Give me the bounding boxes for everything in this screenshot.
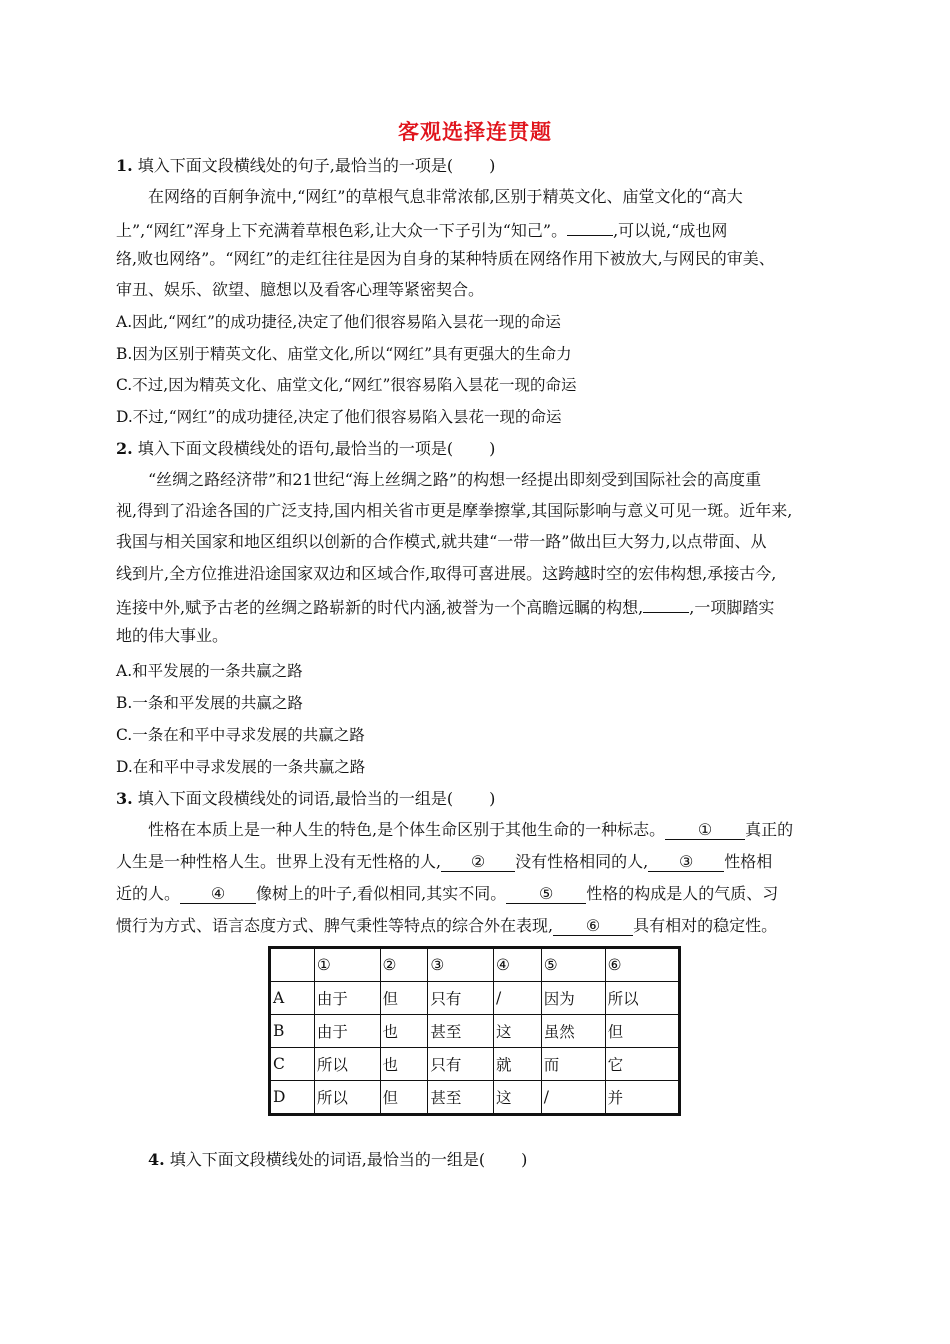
option-c: C.不过,因为精英文化、庙堂文化,“网红”很容易陷入昙花一现的命运 bbox=[116, 376, 577, 394]
table-cell: 由于 bbox=[314, 982, 380, 1015]
table-row bbox=[270, 1081, 680, 1115]
table-row bbox=[270, 1048, 680, 1081]
passage-text: ,可以说,“成也网 bbox=[613, 221, 728, 240]
table-cell: ⑥ bbox=[605, 948, 679, 982]
table-cell: 这 bbox=[494, 1081, 542, 1115]
passage-text: 像树上的叶子,看似相同,其实不同。 bbox=[256, 884, 507, 903]
passage-text: 连接中外,赋予古老的丝绸之路崭新的时代内涵,被誉为一个高瞻远瞩的构想, bbox=[116, 598, 644, 617]
question-text: 填入下面文段横线处的句子,最恰当的一项是( bbox=[137, 156, 454, 175]
answer-blank bbox=[643, 594, 689, 613]
table-cell: 但 bbox=[380, 1081, 428, 1115]
question-text: 填入下面文段横线处的词语,最恰当的一组是( bbox=[137, 789, 454, 808]
passage-line: “丝绸之路经济带”和21世纪“海上丝绸之路”的构想一经提出即刻受到国际社会的高度重 bbox=[148, 470, 762, 489]
table-cell: 所以 bbox=[605, 982, 679, 1015]
question-number: 2. bbox=[116, 439, 133, 458]
table-header-row bbox=[270, 948, 680, 982]
option-c: C.一条在和平中寻求发展的共赢之路 bbox=[116, 726, 365, 744]
table-cell: 虽然 bbox=[541, 1015, 605, 1048]
question-2-stem bbox=[116, 438, 495, 460]
numbered-blank: ⑥ bbox=[553, 917, 633, 936]
answer-blank bbox=[567, 217, 613, 236]
table-cell: 就 bbox=[494, 1048, 542, 1081]
table-cell: 它 bbox=[605, 1048, 679, 1081]
table-cell: A bbox=[270, 982, 315, 1015]
passage-text: 没有性格相同的人, bbox=[515, 852, 649, 871]
question-text: 填入下面文段横线处的语句,最恰当的一项是( bbox=[137, 439, 454, 458]
table-cell: C bbox=[270, 1048, 315, 1081]
table-cell: 但 bbox=[380, 982, 428, 1015]
numbered-blank: ① bbox=[665, 821, 745, 840]
numbered-blank: ② bbox=[441, 853, 515, 872]
passage-line: 审丑、娱乐、欲望、臆想以及看客心理等紧密契合。 bbox=[116, 280, 485, 299]
passage-line bbox=[116, 915, 777, 937]
table-cell: 但 bbox=[605, 1015, 679, 1048]
option-a: A.和平发展的一条共赢之路 bbox=[116, 662, 303, 680]
option-d: D.不过,“网红”的成功捷径,决定了他们很容易陷入昙花一现的命运 bbox=[116, 408, 562, 426]
table-cell: 也 bbox=[380, 1015, 428, 1048]
table-cell: ⑤ bbox=[541, 948, 605, 982]
passage-text: 人生是一种性格人生。世界上没有无性格的人, bbox=[116, 852, 442, 871]
question-text: 填入下面文段横线处的词语,最恰当的一组是( bbox=[169, 1150, 486, 1169]
passage-line bbox=[116, 217, 727, 242]
passage-line: 视,得到了沿途各国的广泛支持,国内相关省市更是摩拳擦掌,其国际影响与意义可见一斑。近年来, bbox=[116, 501, 793, 520]
question-number: 4. bbox=[148, 1150, 165, 1169]
passage-text: 性格在本质上是一种人生的特色,是个体生命区别于其他生命的一种标志。 bbox=[148, 820, 666, 839]
passage-line: 络,败也网络”。“网红”的走红往往是因为自身的某种特质在网络作用下被放大,与网民的审美、 bbox=[116, 249, 775, 268]
table-cell: 这 bbox=[494, 1015, 542, 1048]
table-cell: 只有 bbox=[428, 1048, 494, 1081]
table-cell: 甚至 bbox=[428, 1081, 494, 1115]
table-cell: ④ bbox=[494, 948, 542, 982]
table-cell: 所以 bbox=[314, 1048, 380, 1081]
table-cell: 所以 bbox=[314, 1081, 380, 1115]
page-title: 客观选择连贯题 bbox=[398, 120, 552, 144]
passage-text: 近的人。 bbox=[116, 884, 181, 903]
passage-line: 我国与相关国家和地区组织以创新的合作模式,就共建“一带一路”做出巨大努力,以点带面、从 bbox=[116, 532, 767, 551]
table-cell: 而 bbox=[541, 1048, 605, 1081]
question-3-stem bbox=[116, 788, 495, 810]
paren-close: ) bbox=[489, 789, 496, 808]
question-1-stem bbox=[116, 155, 495, 177]
table-cell: ② bbox=[380, 948, 428, 982]
table-cell: 由于 bbox=[314, 1015, 380, 1048]
question-4-stem bbox=[148, 1149, 527, 1171]
passage-text: 真正的 bbox=[745, 820, 794, 839]
option-d: D.在和平中寻求发展的一条共赢之路 bbox=[116, 758, 366, 776]
passage-text: 上”,“网红”浑身上下充满着草根色彩,让大众一下子引为“知己”。 bbox=[116, 221, 568, 240]
table-row bbox=[270, 1015, 680, 1048]
table-cell: / bbox=[494, 982, 542, 1015]
question-number: 1. bbox=[116, 156, 133, 175]
passage-line: 地的伟大事业。 bbox=[116, 626, 229, 645]
passage-line: 线到片,全方位推进沿途国家双边和区域合作,取得可喜进展。这跨越时空的宏伟构想,承接古今, bbox=[116, 564, 777, 583]
table-cell: 并 bbox=[605, 1081, 679, 1115]
table-cell: B bbox=[270, 1015, 315, 1048]
table-cell bbox=[270, 948, 315, 982]
passage-line: 在网络的百舸争流中,“网红”的草根气息非常浓郁,区别于精英文化、庙堂文化的“高大 bbox=[148, 187, 743, 206]
paren-close: ) bbox=[521, 1150, 528, 1169]
table-cell: 因为 bbox=[541, 982, 605, 1015]
passage-text: 具有相对的稳定性。 bbox=[633, 916, 778, 935]
passage-line bbox=[116, 594, 774, 619]
table-cell: / bbox=[541, 1081, 605, 1115]
table-cell: 也 bbox=[380, 1048, 428, 1081]
table-cell: 只有 bbox=[428, 982, 494, 1015]
passage-text: 性格的构成是人的气质、习 bbox=[586, 884, 779, 903]
passage-text: ,一项脚踏实 bbox=[689, 598, 775, 617]
table-cell: D bbox=[270, 1081, 315, 1115]
numbered-blank: ④ bbox=[180, 885, 256, 904]
passage-text: 惯行为方式、语言态度方式、脾气秉性等特点的综合外在表现, bbox=[116, 916, 554, 935]
option-a: A.因此,“网红”的成功捷径,决定了他们很容易陷入昙花一现的命运 bbox=[116, 313, 561, 331]
table-row bbox=[270, 982, 680, 1015]
table-cell: ③ bbox=[428, 948, 494, 982]
paren-close: ) bbox=[489, 156, 496, 175]
passage-line bbox=[148, 819, 793, 841]
table-cell: ① bbox=[314, 948, 380, 982]
option-b: B.一条和平发展的共赢之路 bbox=[116, 694, 303, 712]
table-cell: 甚至 bbox=[428, 1015, 494, 1048]
answer-table bbox=[268, 946, 681, 1116]
passage-line bbox=[116, 851, 772, 873]
numbered-blank: ⑤ bbox=[506, 885, 586, 904]
passage-line bbox=[116, 883, 778, 905]
numbered-blank: ③ bbox=[648, 853, 724, 872]
question-number: 3. bbox=[116, 789, 133, 808]
paren-close: ) bbox=[489, 439, 496, 458]
option-b: B.因为区别于精英文化、庙堂文化,所以“网红”具有更强大的生命力 bbox=[116, 345, 572, 363]
passage-text: 性格相 bbox=[724, 852, 773, 871]
